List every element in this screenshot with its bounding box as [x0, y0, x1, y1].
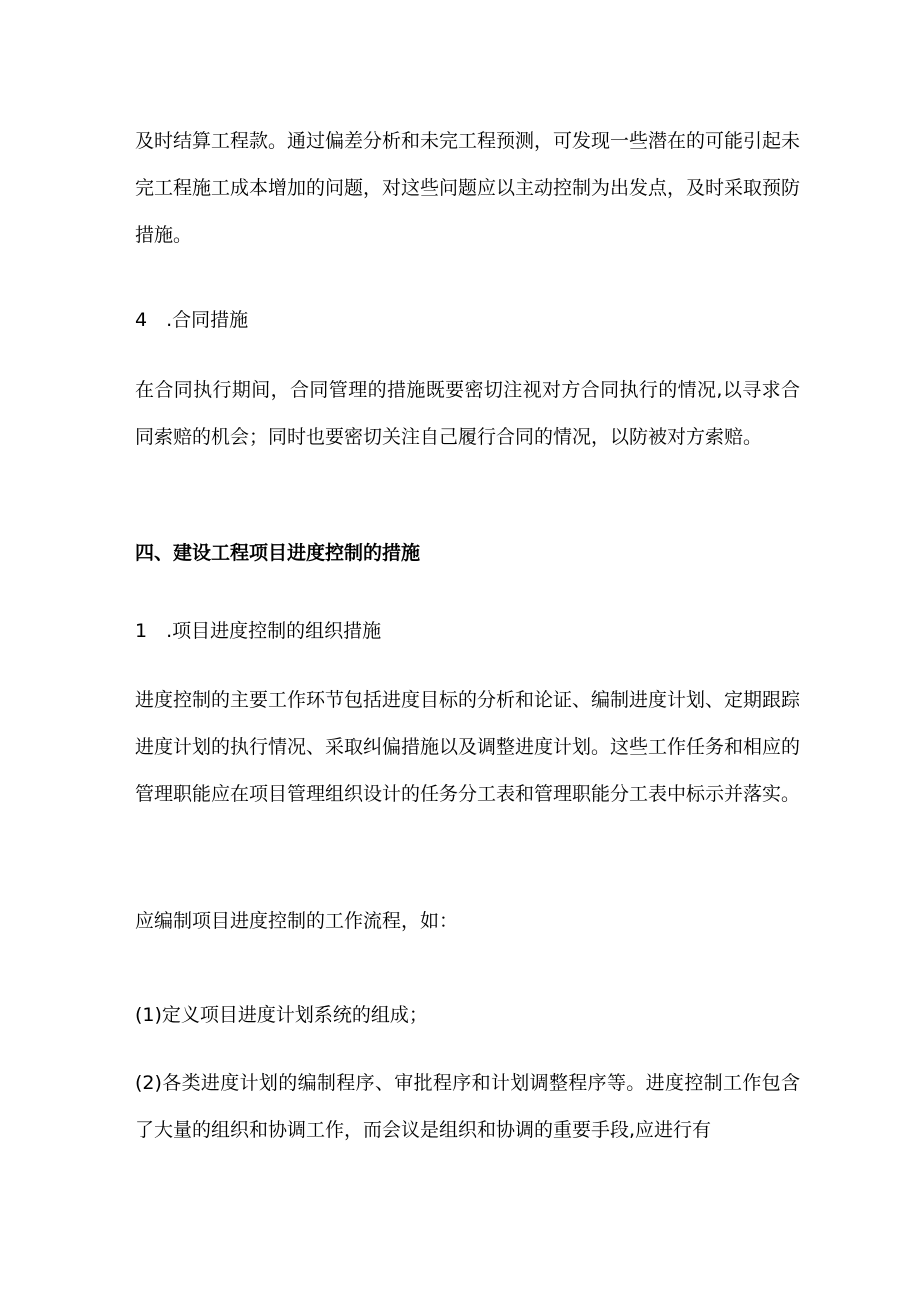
- section-heading-schedule-control: 四、建设工程项目进度控制的措施: [135, 542, 421, 564]
- list-item-2: (2)各类进度计划的编制程序、审批程序和计划调整程序等。进度控制工作包含了大量的组织和协调工作，而会议是组织和协调的重要手段,应进行有: [135, 1072, 800, 1141]
- item-contract-measures: 4 .合同措施: [135, 309, 249, 331]
- paragraph-cost-settlement: 及时结算工程款。通过偏差分析和未完工程预测，可发现一些潜在的可能引起未完工程施工成本增加的问题，对这些问题应以主动控制为出发点，及时采取预防措施。: [135, 130, 801, 246]
- paragraph-schedule-control-work: 进度控制的主要工作环节包括进度目标的分析和论证、编制进度计划、定期跟踪进度计划的执行情况、采取纠偏措施以及调整进度计划。这些工作任务和相应的管理职能应在项目管理组织设计的任务分工表和管理职能分工表中标示并落实。: [135, 689, 801, 805]
- list-item-1: (1)定义项目进度计划系统的组成；: [135, 1004, 428, 1026]
- paragraph-workflow-intro: 应编制项目进度控制的工作流程，如：: [135, 910, 459, 932]
- paragraph-contract-management: 在合同执行期间，合同管理的措施既要密切注视对方合同执行的情况,以寻求合同索赔的机会；同时也要密切关注自己履行合同的情况，以防被对方索赔。: [135, 379, 800, 448]
- item-organizational-measures: 1 .项目进度控制的组织措施: [135, 620, 382, 642]
